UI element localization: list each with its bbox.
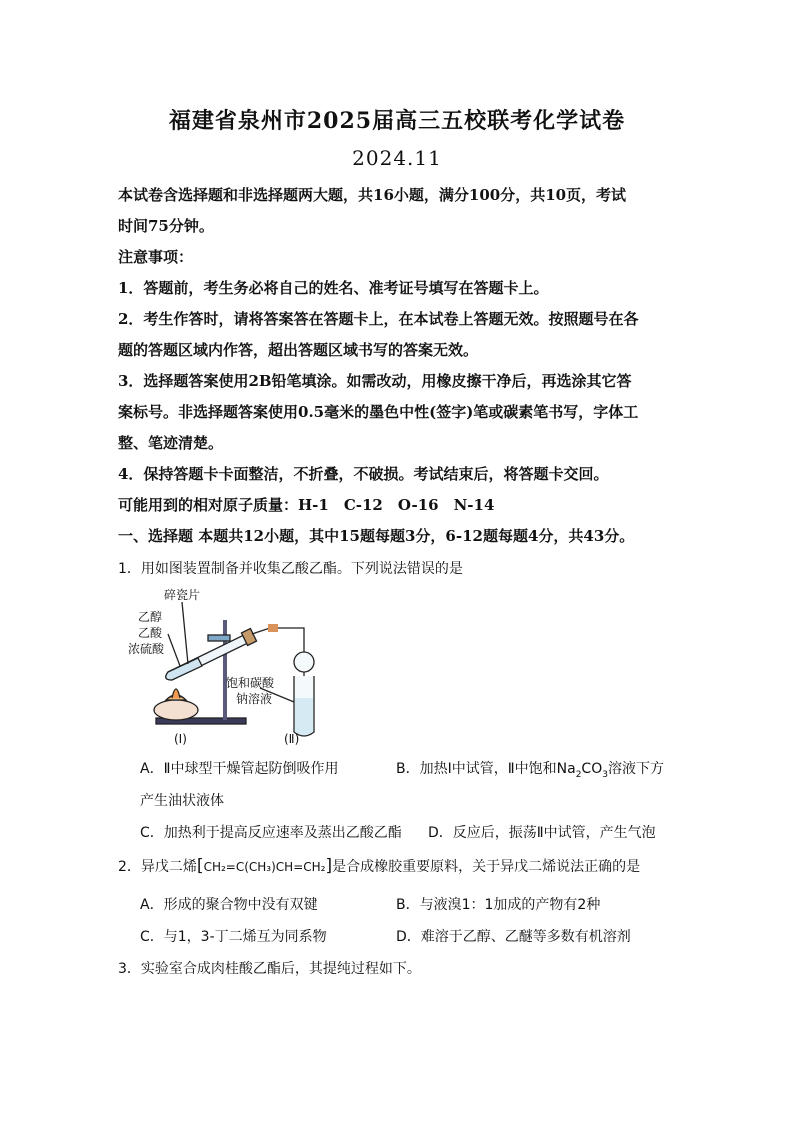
q1-option-b-post: 溶液下方 <box>607 761 664 777</box>
note-4: 4．保持答题卡卡面整洁，不折叠，不破损。考试结束后，将答题卡交回。 <box>118 465 609 483</box>
section-heading: 一、选择题 本题共12小题，其中15题每题3分，6-12题每题4分，共43分。 <box>118 527 635 545</box>
note-3a: 3．选择题答案使用2B铅笔填涂。如需改动，用橡皮擦干净后，再选涂其它答 <box>118 372 632 390</box>
intro-line-1: 本试卷含选择题和非选择题两大题，共16小题，满分100分，共10页，考试 <box>118 186 627 204</box>
q1-b-na: Na <box>556 761 576 777</box>
note-3c: 整、笔迹清楚。 <box>118 434 224 452</box>
q1-option-a: A．Ⅱ中球型干燥管起防倒吸作用 <box>140 761 339 777</box>
right-bracket: ] <box>325 856 333 876</box>
label-apparatus-i: (Ⅰ) <box>174 732 187 746</box>
q1-option-b: B．加热Ⅰ中试管，Ⅱ中饱和$Na_2CO_3$溶液下方 <box>396 761 664 780</box>
q2-option-b: B．与液溴1：1加成的产物有2种 <box>396 897 601 913</box>
q1-option-b-pre: B．加热Ⅰ中试管，Ⅱ中饱和 <box>396 761 557 777</box>
note-1: 1．答题前，考生务必将自己的姓名、准考证号填写在答题卡上。 <box>118 279 549 297</box>
q1-stem: 1．用如图装置制备并收集乙酸乙酯。下列说法错误的是 <box>118 561 463 577</box>
note-3b: 案标号。非选择题答案使用0.5毫米的墨色中性(签字)笔或碳素笔书写，字体工 <box>118 403 639 421</box>
q2-option-a: A．形成的聚合物中没有双键 <box>140 897 318 913</box>
exam-date: 2024.11 <box>352 146 442 170</box>
label-saturated-1: 饱和碳酸 <box>226 676 275 690</box>
note-2a: 2．考生作答时，请将答案答在答题卡上，在本试卷上答题无效。按照题号在各 <box>118 310 639 328</box>
label-sulfuric-acid: 浓硫酸 <box>128 642 165 656</box>
label-saturated-2: 钠溶液 <box>236 692 273 706</box>
apparatus-figure <box>128 580 348 750</box>
label-acetic-acid: 乙酸 <box>138 626 163 640</box>
exam-title: 福建省泉州市2025届高三五校联考化学试卷 <box>168 108 626 134</box>
left-bracket: [ <box>196 856 204 876</box>
q1-option-d: D．反应后，振荡Ⅱ中试管，产生气泡 <box>428 825 656 841</box>
q3-stem: 3．实验室合成肉桂酸乙酯后，其提纯过程如下。 <box>118 961 421 977</box>
isoprene-formula: CH₂=C(CH₃)CH=CH₂ <box>203 860 326 874</box>
notes-heading: 注意事项： <box>118 248 194 266</box>
atomic-mass: 可能用到的相对原子质量：H-1 C-12 O-16 N-14 <box>118 496 495 514</box>
q2-stem-post: 是合成橡胶重要原料，关于异戊二烯说法正确的是 <box>332 859 641 875</box>
q1-option-b-line2: 产生油状液体 <box>140 793 224 809</box>
q1-option-c: C．加热利于提高反应速率及蒸出乙酸乙酯 <box>140 825 402 841</box>
label-apparatus-ii: (Ⅱ) <box>284 732 300 746</box>
intro-line-2: 时间75分钟。 <box>118 217 214 235</box>
label-chips: 碎瓷片 <box>164 588 201 602</box>
q2-stem-pre: 2．异戊二烯 <box>118 859 197 875</box>
apparatus-diagram <box>128 580 348 750</box>
q2-option-c: C．与1，3-丁二烯互为同系物 <box>140 929 327 945</box>
note-2b: 题的答题区域内作答，超出答题区域书写的答案无效。 <box>118 341 479 359</box>
q2-option-d: D．难溶于乙醇、乙醚等多数有机溶剂 <box>396 929 631 945</box>
q2-stem <box>118 856 640 876</box>
label-ethanol: 乙醇 <box>138 610 163 624</box>
q1-b-co: CO <box>581 761 603 777</box>
